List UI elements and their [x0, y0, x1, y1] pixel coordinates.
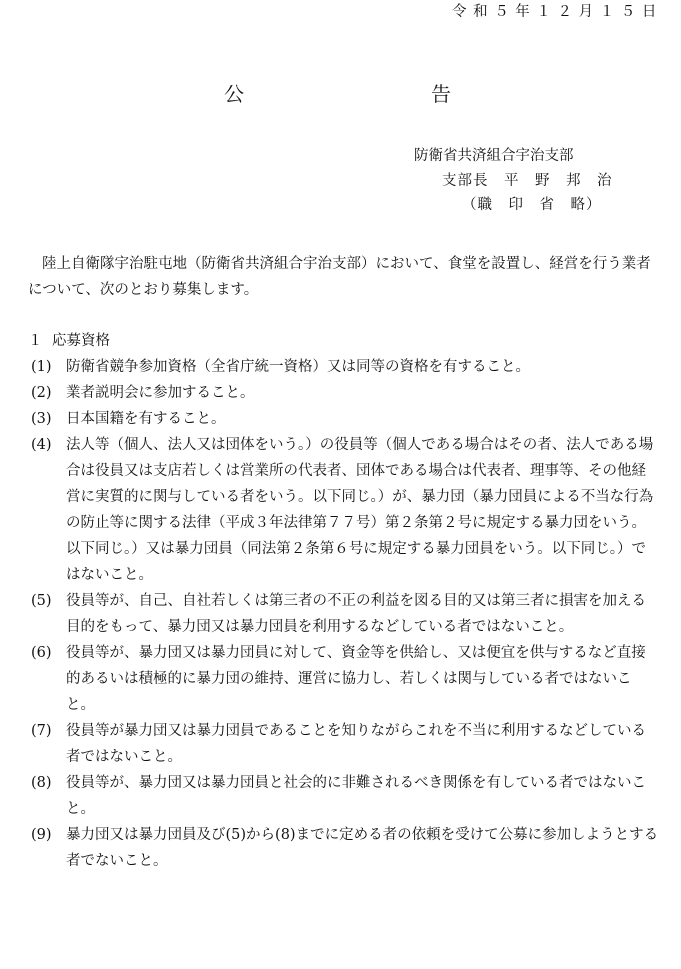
issuer-block	[414, 149, 654, 223]
item-marker: (1)	[31, 359, 52, 375]
intro-paragraph: 陸上自衛隊宇治駐屯地（防衛省共済組合宇治支部）において、食堂を設置し、経営を行う業者について、次のとおり募集します。	[28, 256, 651, 298]
item-text: 日本国籍を有すること。	[66, 411, 226, 427]
title-char-1: 公	[224, 82, 244, 106]
list-item	[28, 406, 660, 432]
issue-date: 令和５年１２月１５日	[452, 4, 663, 20]
item-marker: (3)	[31, 411, 52, 427]
item-marker: (9)	[31, 827, 52, 843]
item-marker: (8)	[31, 775, 52, 791]
eligibility-list	[28, 354, 660, 874]
item-marker: (2)	[31, 385, 52, 401]
section-title: 応募資格	[52, 333, 110, 349]
section-number: １	[28, 333, 43, 349]
page-title	[0, 84, 681, 108]
item-marker: (7)	[31, 723, 52, 739]
item-text: 法人等（個人、法人又は団体をいう。）の役員等（個人である場合はその者、法人である場合は役員又は支店若しくは営業所の代表者、団体である場合は代表者、理事等、その他経営に実質的に関与している者をいう。以下同じ。）が、暴力団（暴力団員による不当な行為の防止等に関する法律（平成３年法律第７７号）第２条第２号に規定する暴力団をいう。以下同じ。）又は暴力団員（同法第２条第６号に規定する暴力団員をいう。以下同じ。）ではないこと。	[66, 437, 654, 583]
item-marker: (5)	[31, 593, 52, 609]
item-text: 役員等が暴力団又は暴力団員であることを知りながらこれを不当に利用するなどしている者ではないこと。	[66, 723, 646, 765]
item-text: 暴力団又は暴力団員及び(5)から(8)までに定める者の依頼を受けて公募に参加しようとする者でないこと。	[66, 827, 659, 869]
list-item	[28, 380, 660, 406]
issuer-representative: 支部長 平 野 邦 治	[442, 172, 613, 189]
seal-omitted-note: （職 印 省 略）	[462, 197, 602, 213]
list-item	[28, 718, 660, 770]
list-item	[28, 588, 660, 640]
list-item	[28, 640, 660, 718]
list-item	[28, 822, 660, 874]
item-marker: (4)	[31, 437, 52, 453]
list-item	[28, 770, 660, 822]
section-heading	[28, 330, 660, 352]
issuer-organization: 防衛省共済組合宇治支部	[414, 148, 574, 164]
list-item	[28, 354, 660, 380]
item-text: 役員等が、自己、自社若しくは第三者の不正の利益を図る目的又は第三者に損害を加える目的をもって、暴力団又は暴力団員を利用するなどしている者ではないこと。	[66, 593, 646, 635]
title-char-2: 告	[431, 82, 451, 106]
item-text: 役員等が、暴力団又は暴力団員に対して、資金等を供給し、又は便宜を供与するなど直接的あるいは積極的に暴力団の維持、運営に協力し、若しくは関与している者ではないこと。	[66, 645, 646, 713]
item-text: 業者説明会に参加すること。	[66, 385, 255, 401]
item-text: 防衛省競争参加資格（全省庁統一資格）又は同等の資格を有すること。	[66, 359, 530, 375]
item-text: 役員等が、暴力団又は暴力団員と社会的に非難されるべき関係を有している者ではないこと。	[66, 775, 646, 817]
list-item	[28, 432, 660, 588]
item-marker: (6)	[31, 645, 52, 661]
section-eligibility	[28, 330, 660, 874]
intro-paragraph-block	[28, 251, 660, 303]
